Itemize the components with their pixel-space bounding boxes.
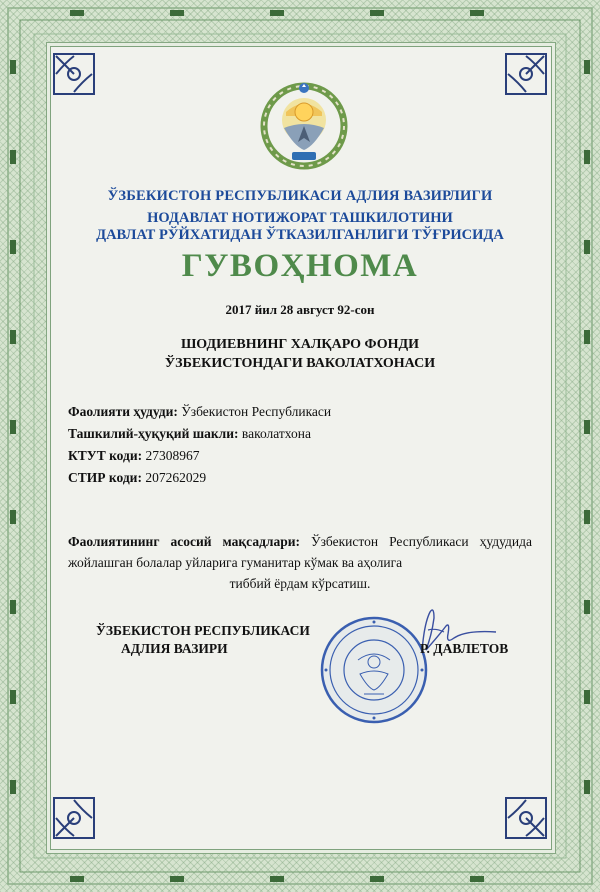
state-emblem-icon <box>258 76 350 174</box>
field-value: ваколатхона <box>238 426 312 441</box>
signatory-title-line-1: ЎЗБЕКИСТОН РЕСПУБЛИКАСИ <box>96 623 310 638</box>
field-value: 207262029 <box>141 470 207 485</box>
field-label: КТУТ коди: <box>68 448 143 463</box>
corner-ornament-icon <box>52 796 96 840</box>
field-territory <box>68 404 331 420</box>
ministry-heading: ЎЗБЕКИСТОН РЕСПУБЛИКАСИ АДЛИЯ ВАЗИРЛИГИ <box>107 188 493 204</box>
purpose-text-3: тиббий ёрдам кўрсатиш. <box>229 576 371 591</box>
field-ktut-code <box>68 448 200 464</box>
field-value: Ўзбекистон Республикаси <box>177 404 332 419</box>
signatory-name: Р. ДАВЛЕТОВ <box>420 641 509 656</box>
activity-purpose <box>68 531 532 594</box>
organization-name-line-1: ШОДИЕВНИНГ ХАЛҚАРО ФОНДИ <box>180 337 420 352</box>
signatory-title-line-2: АДЛИЯ ВАЗИРИ <box>121 641 228 656</box>
field-value: 27308967 <box>142 448 200 463</box>
corner-ornament-icon <box>504 52 548 96</box>
field-legal-form <box>68 426 311 442</box>
corner-ornament-icon <box>504 796 548 840</box>
field-stir-code <box>68 470 206 486</box>
purpose-text-1: Ўзбекистон Республикаси <box>300 534 469 549</box>
purpose-text-2: ҳудудида жойлашган болалар уйларига гуманитар кўмак ва аҳолига <box>68 534 532 570</box>
certificate-title: ГУВОҲНОМА <box>181 248 419 284</box>
organization-name-line-2: ЎЗБЕКИСТОНДАГИ ВАКОЛАТХОНАСИ <box>164 356 436 371</box>
subheading-line-2: ДАВЛАТ РЎЙХАТИДАН ЎТКАЗИЛГАНЛИГИ ТЎҒРИСИДА <box>96 227 504 243</box>
field-label: СТИР коди: <box>68 470 142 485</box>
corner-ornament-icon <box>52 52 96 96</box>
purpose-label: Фаолиятининг асосий мақсадлари: <box>68 534 300 549</box>
field-label: Ташкилий-ҳуқуқий шакли: <box>68 426 239 441</box>
date-and-number: 2017 йил 28 август 92-сон <box>225 302 375 317</box>
subheading-line-1: НОДАВЛАТ НОТИЖОРАТ ТАШКИЛОТИНИ <box>147 210 453 226</box>
field-label: Фаолияти ҳудуди: <box>68 404 178 419</box>
